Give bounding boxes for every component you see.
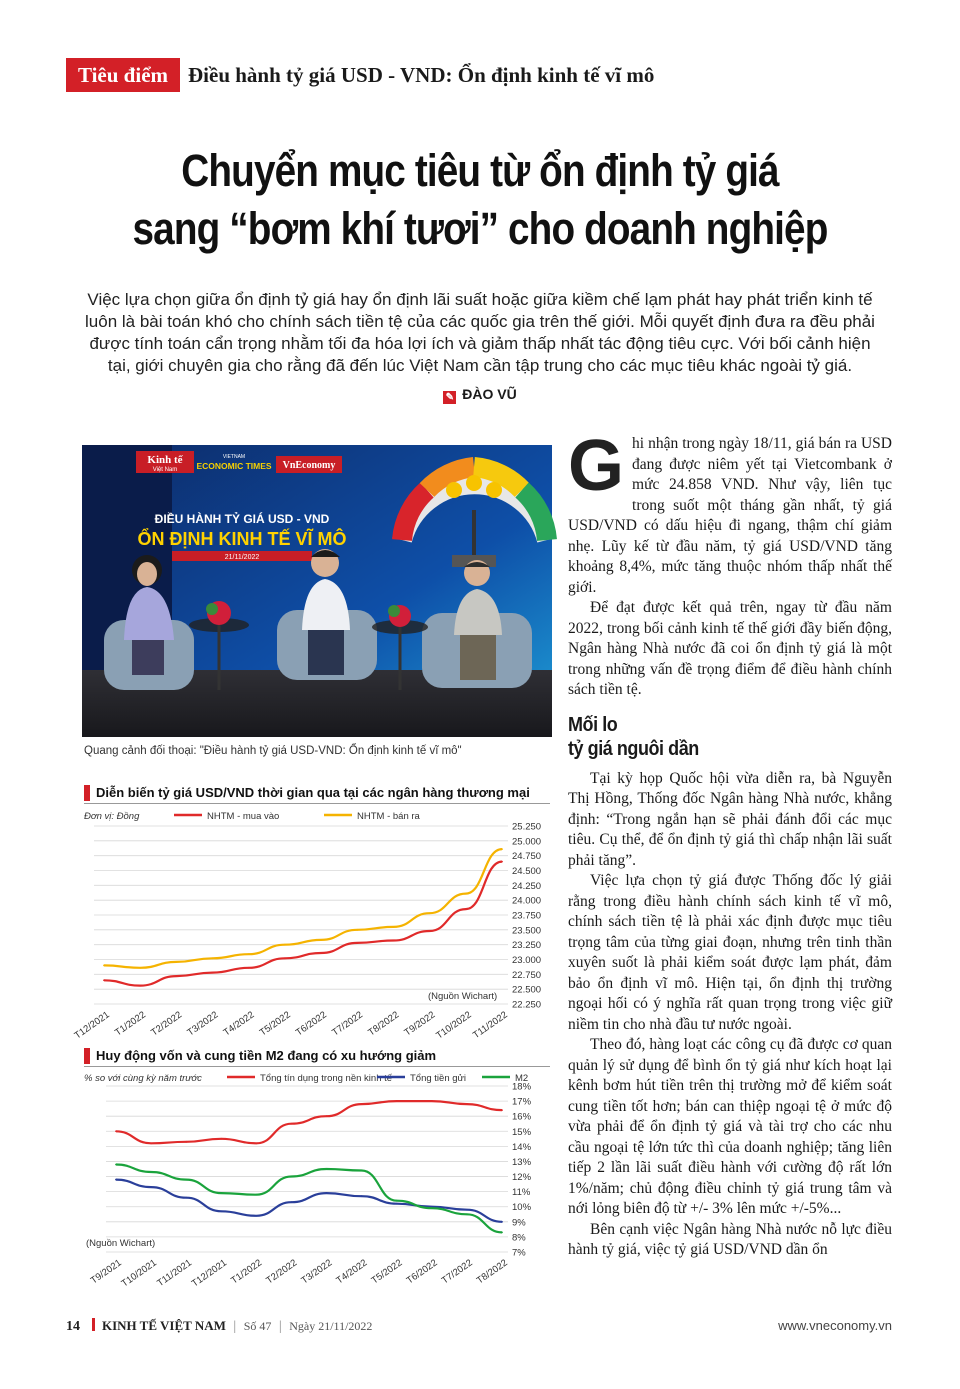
chart2-legend-label: Tổng tín dụng trong nền kinh tế [260,1073,393,1084]
event-photo [82,445,552,737]
section-tag: Tiêu điểm [66,58,180,92]
chart1-legend-label: NHTM - mua vào [207,811,280,822]
byline [0,386,960,404]
chart1-xtick-label: T9/2022 [402,1009,438,1039]
chart2-legend-label: M2 [515,1073,529,1084]
lead-paragraph: Việc lựa chọn giữa ổn định tỷ giá hay ổn định lãi suất hoặc giữa kiềm chế lạm phát hay phát triển kinh tế luôn là bài toán khó cho chính sách tiền tệ của các quốc gia trên thế giới. Mỗi quyết định đưa ra đều phải được tính toán cẩn trọng nhằm tối đa hóa lợi ích và giảm thấp nhất tác động tiêu cực. Với bối cảnh hiện tại, giới chuyên gia cho rằng đã đến lúc Việt Nam cần tập trung cho các mục tiêu khác ngoài tỷ giá. [85,290,875,375]
body-paragraph-2: Để đạt được kết quả trên, ngay từ đầu năm 2022, trong bối cảnh kinh tế thế giới đầy biến động, Ngân hàng Nhà nước đã coi ổn định tỷ giá là một trong những vấn đề trọng điểm để điều hành chính sách tiền tệ. [568,599,892,698]
chart1-ytick-label: 23.000 [512,955,542,966]
section-title: Điều hành tỷ giá USD - VND: Ổn định kinh tế vĩ mô [188,63,655,87]
chart2-ytick-label: 11% [512,1187,531,1199]
website-url: www.vneconomy.vn [778,1318,892,1333]
chart2-data-point [466,1103,468,1105]
chart1-ytick-label: 24.500 [512,866,542,877]
chart1-source: (Nguồn Wichart) [428,991,498,1002]
chart2-xtick-label: T3/2022 [299,1257,335,1287]
chart2-xtick-label: T7/2022 [439,1257,475,1287]
logo-vet-top: VIETNAM [222,454,246,460]
chart2-data-point [185,1141,187,1143]
chart1-ytick-label: 25.250 [512,821,542,833]
footer-separator-1: | [233,1319,237,1334]
chart1-data-point [429,930,431,932]
chart2-title-rule [84,1066,550,1067]
chart2-data-point [185,1179,187,1181]
chart1-ytick-label: 22.750 [512,969,542,981]
chart2-data-point [361,1103,363,1105]
headline-line-1: Chuyển mục tiêu từ ổn định tỷ giá [181,145,779,196]
chart1-ytick-label: 23.250 [512,940,542,952]
chart2-ytick-label: 17% [512,1096,532,1108]
author-name: ĐÀO VŨ [462,386,517,402]
chart1-data-point [393,926,395,928]
chart2-data-point [150,1142,152,1144]
chart1-legend-label: NHTM - bán ra [357,811,420,822]
chart2-svg [82,1068,554,1290]
event-photo-illustration [82,445,552,737]
chart1-svg [72,806,554,1042]
chart2-xtick-label: T5/2022 [369,1257,405,1287]
chart1-data-point [248,967,250,969]
chart1-data-point [393,940,395,942]
chart2-xtick-label: T11/2021 [155,1257,194,1290]
body-paragraph-6: Bên cạnh việc Ngân hàng Nhà nước nỗ lực điều hành tỷ giá, việc tỷ giá USD/VND dần ổn [568,1220,892,1258]
chart2-data-point [501,1221,503,1223]
chart2-data-point [115,1164,117,1166]
chart2-data-point [326,1192,328,1194]
chart1-ytick-label: 22.500 [512,984,542,996]
chart2-xtick-label: T4/2022 [334,1257,370,1287]
chart1-xtick-label: T12/2021 [72,1009,112,1042]
chart2-series-line [116,1180,502,1222]
chart2-title: Huy động vốn và cung tiền M2 đang có xu hướng giảm [96,1048,437,1063]
chart2-xtick-label: T9/2021 [88,1257,124,1287]
chart1-data-point [212,972,214,974]
chart1-ytick-label: 24.000 [512,895,542,907]
chart1-ytick-label: 25.000 [512,836,542,848]
chart2-ytick-label: 10% [512,1202,532,1214]
chart1-data-point [103,965,105,967]
page-number: 14 [66,1319,80,1334]
talk-title-2: ỔN ĐỊNH KINH TẾ VĨ MÔ [137,529,347,549]
chart2-ytick-label: 7% [512,1247,526,1259]
chart1-data-point [356,929,358,931]
chart1-series-line [104,849,502,968]
logo-kinhte-sub: Việt Nam [152,467,178,473]
body-paragraph-5: Theo đó, hàng loạt các công cụ đã được cơ quan quản lý sử dụng để bình ổn tỷ giá như kích hoạt lại kênh bơm hút tiền trên thị trường mở để kiểm soát cung tiền tốt hơn; bán can thiệp ngoại tệ ở mức độ vừa phải để ổn định tỷ giá và tài trợ cho các nhu cầu ngoại tệ lớn tức thì của doanh nghiệp; tăng liên tiếp 2 lần lãi suất điều hành với cường độ rất lớn 1%/năm; chủ động điều chỉnh tỷ giá trung tâm và nới lỏng biên độ từ +/- 3% lên mức +/-5%... [568,1036,892,1217]
chart2-data-point [431,1100,433,1102]
chart1-data-point [465,893,467,895]
chart2-data-point [291,1123,293,1125]
headline [102,142,859,258]
chart2-data-point [501,1231,503,1233]
chart1-data-point [139,967,141,969]
article-body [568,426,892,1261]
chart2-xtick-label: T1/2022 [229,1257,265,1287]
logo-kinhte: Kinh tế [147,454,183,466]
chart1-ytick-label: 24.250 [512,880,542,892]
chart2-ytick-label: 18% [512,1081,532,1093]
chart1-series-line [104,862,502,986]
footer-accent-bar [92,1318,95,1331]
chart1-data-point [284,944,286,946]
chart2-ytick-label: 9% [512,1217,526,1229]
chart2-data-point [115,1179,117,1181]
issue-number: Số 47 [243,1319,272,1333]
chart1-data-point [139,985,141,987]
chart1-data-point [501,848,503,850]
chart1-title-marker [84,785,90,801]
chart2-series-line [116,1101,502,1143]
chart1-ytick-label: 23.500 [512,925,542,937]
chart2-data-point [291,1201,293,1203]
chart2-source: (Nguồn Wichart) [86,1238,156,1249]
chart1-data-point [465,908,467,910]
chart2-ytick-label: 8% [512,1232,526,1244]
author-pen-icon: ✎ [443,391,456,404]
chart1-xtick-label: T2/2022 [149,1009,185,1039]
chart1-ytick-label: 24.750 [512,851,542,863]
chart2-data-point [466,1209,468,1211]
chart2-data-point [326,1115,328,1117]
chart2-data-point [361,1195,363,1197]
chart2-data-point [255,1194,257,1196]
chart2-xtick-label: T10/2021 [119,1257,159,1290]
chart2-xtick-label: T2/2022 [264,1257,300,1287]
chart2-data-point [326,1168,328,1170]
chart1-ytick-label: 23.750 [512,910,542,922]
chart1-xtick-label: T6/2022 [293,1009,329,1039]
chart2-data-point [361,1170,363,1172]
chart1-data-point [212,957,214,959]
chart2-data-point [291,1176,293,1178]
chart2-ytick-label: 12% [512,1172,532,1184]
chart1-data-point [248,953,250,955]
chart2-legend-label: Tổng tiền gửi [410,1073,467,1084]
headline-line-2: sang “bơm khí tươi” cho doanh nghiệp [132,203,828,254]
logo-vne: VnEconomy [282,460,336,471]
chart1-data-point [284,957,286,959]
chart1-title: Diễn biến tỷ giá USD/VND thời gian qua tại các ngân hàng thương mại [96,785,530,800]
magazine-name: KINH TẾ VIỆT NAM [102,1318,226,1333]
chart2-title-marker [84,1048,90,1064]
chart2-xtick-label: T8/2022 [474,1257,510,1287]
talk-title-1: ĐIỀU HÀNH TỶ GIÁ USD - VND [154,512,330,526]
chart2-ytick-label: 13% [512,1156,532,1168]
talk-date: 21/11/2022 [224,554,260,561]
chart1-data-point [103,979,105,981]
chart2-ytick-label: 14% [512,1141,532,1153]
chart1-data-point [501,861,503,863]
photo-caption: Quang cảnh đối thoại: "Điều hành tỷ giá USD-VND: Ổn định kinh tế vĩ mô" [84,745,462,757]
chart2-data-point [255,1215,257,1217]
chart1-xtick-label: T8/2022 [366,1009,402,1039]
body-paragraph-4: Việc lựa chọn tỷ giá được Thống đốc lý giải rằng trong điều hành chính sách kinh tế vĩ mô, chính sách tiền tệ là phải xác định được mục tiêu trọng tâm của từng giai đoạn, nhưng trên tinh thần xuyên suốt là phải kiểm soát được lạm phát, đảm bảo ổn định vĩ mô. Hiện tại, ổn định thị trường ngoại hối có ý nghĩa rất quan trọng trong việc giữ niềm tin cho nhà đầu tư nước ngoài. [568,872,892,1033]
chart1-xtick-label: T10/2022 [434,1009,474,1042]
chart2-data-point [150,1171,152,1173]
chart2-data-point [466,1213,468,1215]
body-paragraph-3: Tại kỳ họp Quốc hội vừa diễn ra, bà Nguyễn Thị Hồng, Thống đốc Ngân hàng Nhà nước, khẳng định: “Trong ngắn hạn sẽ phải đánh đổi các mục tiêu. Cụ thể, để ổn định tỷ giá thì chấp nhận lãi suất phải tăng”. [568,769,892,869]
drop-cap: G [568,426,625,506]
issue-date: Ngày 21/11/2022 [289,1319,373,1333]
chart1-xtick-label: T5/2022 [257,1009,293,1039]
chart1-data-point [320,952,322,954]
chart1-xtick-label: T11/2022 [471,1009,510,1042]
chart1-xtick-label: T3/2022 [185,1009,221,1039]
body-paragraph-1: hi nhận trong ngày 18/11, giá bán ra USD đang được niêm yết tại Vietcombank ở mức 24.858 VND. Như vậy, liên tục trong suốt một tháng gần nhất, tỷ giá USD/VND có dấu hiệu đi ngang, thậm chí giảm nhẹ. Lũy kế từ đầu năm, tỷ giá USD/VND tăng khoảng 8,4%, mức tăng thuộc nhóm thấp nhất thế giới. [568,435,892,596]
chart2-data-point [431,1207,433,1209]
chart1-xtick-label: T7/2022 [330,1009,365,1039]
chart2-data-point [185,1197,187,1199]
footer-left [66,1318,372,1335]
subheading-line-1: Mối lo [568,713,618,736]
chart2-data-point [396,1203,398,1205]
subheading-line-2: tỷ giá nguôi dần [568,737,699,760]
chart2-xtick-label: T6/2022 [404,1257,440,1287]
chart2-data-point [220,1210,222,1212]
chart2-data-point [501,1109,503,1111]
chart2-ytick-label: 15% [512,1126,532,1138]
chart1-data-point [356,942,358,944]
chart2-data-point [255,1142,257,1144]
chart2-data-point [220,1192,222,1194]
subheading [568,713,860,761]
chart2-unit-label: % so với cùng kỳ năm trước [84,1073,202,1084]
chart1-unit-label: Đơn vị: Đồng [84,811,140,822]
chart2-data-point [115,1130,117,1132]
chart2-data-point [150,1186,152,1188]
chart1-xtick-label: T4/2022 [221,1009,257,1039]
chart1-title-rule [84,803,550,804]
chart2-data-point [396,1100,398,1102]
chart1-data-point [175,961,177,963]
chart1-ytick-label: 22.250 [512,999,542,1011]
footer-separator-2: | [278,1319,282,1334]
chart2-data-point [396,1200,398,1202]
chart1-data-point [429,912,431,914]
chart2-xtick-label: T12/2021 [189,1257,229,1290]
chart2-ytick-label: 16% [512,1111,532,1123]
chart1-data-point [175,975,177,977]
chart1-xtick-label: T1/2022 [113,1009,148,1039]
chart1-data-point [320,939,322,941]
logo-vet: ECONOMIC TIMES [196,461,272,471]
chart2-data-point [220,1138,222,1140]
